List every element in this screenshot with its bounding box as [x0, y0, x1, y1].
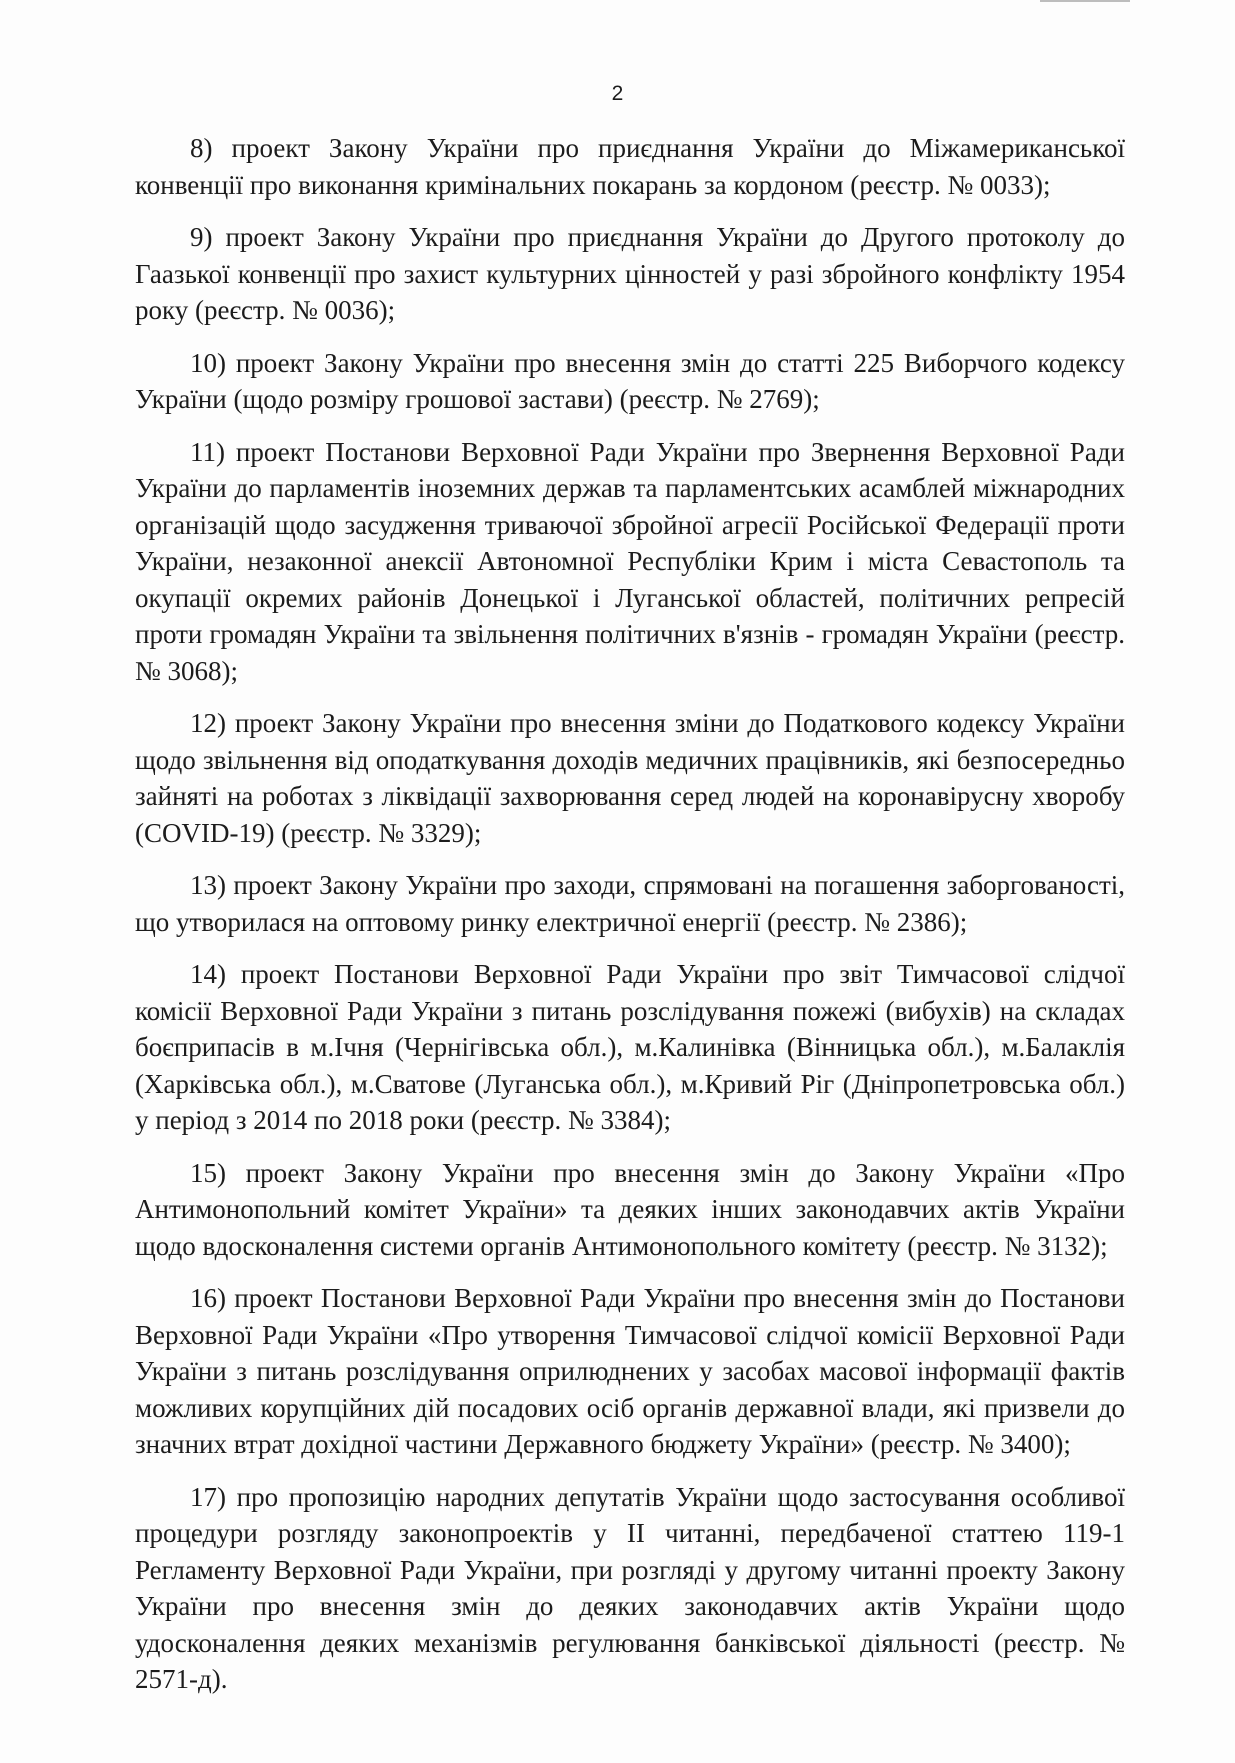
agenda-item-15: 15) проект Закону України про внесення змін до Закону України «Про Антимонопольний комітет України» та деяких інших законодавчих актів України щодо вдосконалення системи органів Антимонопольного комітету (реєстр. № 3132);: [135, 1157, 1125, 1261]
agenda-item-17: 17) про пропозицію народних депутатів України щодо застосування особливої процедури розгляду законопроектів у ІІ читанні, передбаченої статтею 119-1 Регламенту Верховної Ради України, при розгляді у другому читанні проекту Закону України про внесення змін до деяких законодавчих актів України щодо удосконалення деяких механізмів регулювання банківської діяльності (реєстр. № 2571-д).: [135, 1481, 1125, 1694]
page-number: 2: [611, 82, 624, 105]
agenda-item-10: 10) проект Закону України про внесення змін до статті 225 Виборчого кодексу України (щодо розміру грошової застави) (реєстр. № 2769);: [135, 347, 1125, 414]
agenda-list: [135, 130, 1125, 1714]
scan-edge-mark: [1040, 0, 1130, 2]
agenda-item-8: 8) проект Закону України про приєднання України до Міжамериканської конвенції про виконання кримінальних покарань за кордоном (реєстр. № 0033);: [135, 133, 1125, 200]
agenda-item-12: 12) проект Закону України про внесення зміни до Податкового кодексу України щодо звільнення від оподаткування доходів медичних працівників, які безпосередньо зайняті на роботах з ліквідації захворювання серед людей на коронавірусну хворобу (COVID-19) (реєстр. № 3329);: [135, 708, 1125, 848]
agenda-item-11: 11) проект Постанови Верховної Ради України про Звернення Верховної Ради України до парламентів іноземних держав та парламентських асамблей міжнародних організацій щодо засудження триваючої збройної агресії Російської Федерації проти України, незаконної анексії Автономної Республіки Крим і міста Севастополь та окупації окремих районів Донецької і Луганської областей, політичних репресій проти громадян України та звільнення політичних в'язнів - громадян України (реєстр. № 3068);: [135, 436, 1125, 686]
agenda-item-16: 16) проект Постанови Верховної Ради України про внесення змін до Постанови Верховної Ради України «Про утворення Тимчасової слідчої комісії Верховної Ради України з питань розслідування оприлюднених у засобах масової інформації фактів можливих корупційних дій посадових осіб органів державної влади, які призвели до значних втрат дохідної частини Державного бюджету України» (реєстр. № 3400);: [135, 1283, 1125, 1459]
agenda-item-9: 9) проект Закону України про приєднання України до Другого протоколу до Гаазької конвенції про захист культурних цінностей у разі збройного конфлікту 1954 року (реєстр. № 0036);: [135, 222, 1125, 325]
agenda-item-13: 13) проект Закону України про заходи, спрямовані на погашення заборгованості, що утворилася на оптовому ринку електричної енергії (реєстр. № 2386);: [135, 870, 1125, 937]
agenda-item-14: 14) проект Постанови Верховної Ради України про звіт Тимчасової слідчої комісії Верховної Ради України з питань розслідування пожежі (вибухів) на складах боєприпасів в м.Ічня (Чернігівська обл.), м.Калинівка (Вінницька обл.), м.Балаклія (Харківська обл.), м.Сватове (Луганська обл.), м.Кривий Ріг (Дніпропетровська обл.) у період з 2014 по 2018 роки (реєстр. № 3384);: [135, 959, 1125, 1135]
